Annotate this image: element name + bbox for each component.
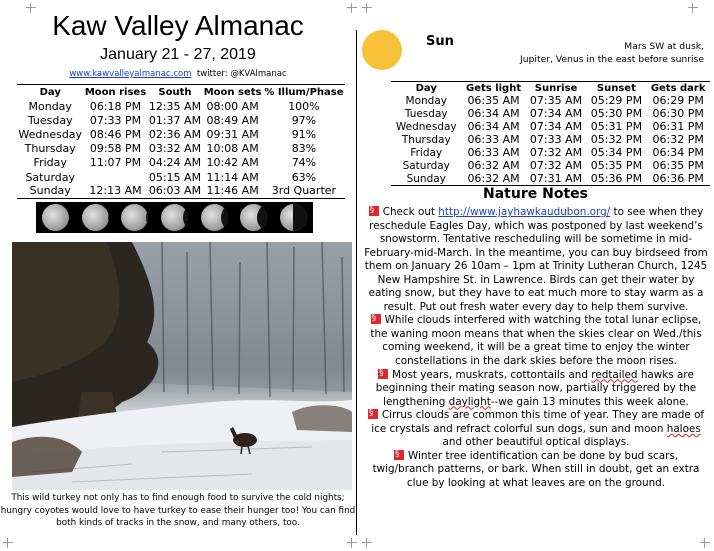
time-cell: 06:33 AM bbox=[467, 146, 520, 159]
day-cell: Tuesday bbox=[404, 107, 448, 120]
moon-phase-icon bbox=[280, 204, 307, 231]
note-item: §Winter tree identification can be done by bud scars, twig/branch patterns, or bark. When still in doubt, get an extra clue by looking at what leaves are on the ground. bbox=[362, 450, 710, 491]
table-row bbox=[391, 146, 710, 159]
moon-phase-strip bbox=[36, 202, 313, 233]
audubon-link[interactable]: http://www.jayhawkaudubon.org/ bbox=[438, 206, 611, 218]
table-row bbox=[391, 107, 710, 120]
column-header: Day bbox=[39, 87, 61, 98]
time-cell: 05:29 PM bbox=[590, 94, 643, 107]
table-row bbox=[391, 172, 710, 186]
time-cell: 04:24 AM bbox=[148, 156, 202, 170]
time-cell: 05:30 PM bbox=[590, 107, 643, 120]
moon-shadow bbox=[221, 204, 228, 231]
time-cell: 05:34 PM bbox=[590, 146, 643, 159]
sun-heading: Sun bbox=[426, 34, 454, 49]
bullet-icon bbox=[394, 450, 404, 460]
table-row bbox=[391, 120, 710, 133]
moon-shadow bbox=[108, 204, 109, 231]
time-cell: 06:34 PM bbox=[652, 146, 704, 159]
photo-caption: This wild turkey not only has to find enough food to survive the cold nights; hungry coyotes would love to have turkey to ease their hunger too! You can find both kinds of tracks in the snow, and many others, too. bbox=[0, 493, 356, 529]
time-cell: 07:32 AM bbox=[529, 159, 583, 172]
time-cell: 01:37 AM bbox=[148, 113, 202, 127]
day-cell: Thursday bbox=[401, 133, 451, 146]
note-item: §Check out http://www.jayhawkaudubon.org/ to see when they reschedule Eagles Day, which was postponed by last weekend’s snowstorm. Tentative rescheduling will be sometime in mid-February-mid-March. In the meantime, you can buy birdseed from them on January 26 10am – 1pm at Trinity Lutheran Church, 1245 New Hampshire St. in Lawrence. Birds can get their water by eating snow, but they have to eat much more to stay warm as a result. Put out fresh water every day to help them survive. bbox=[362, 206, 710, 314]
moon-phase-icon bbox=[121, 204, 148, 231]
time-cell: 05:32 PM bbox=[590, 133, 643, 146]
moon-phase-icon bbox=[240, 204, 267, 231]
time-cell: 83% bbox=[291, 142, 317, 156]
moon-shadow bbox=[293, 204, 307, 231]
time-cell: 07:34 AM bbox=[529, 120, 583, 133]
day-cell: Tuesday bbox=[27, 113, 73, 127]
crop-mark bbox=[362, 538, 372, 548]
moon-phase-icon bbox=[42, 204, 69, 231]
note-item: §While clouds interfered with watching the total lunar eclipse, the waning moon means that when the skies clear on Wed./this coming weekend, it will be a great time to enjoy the winter constellations in the dark skies before the moon rises. bbox=[362, 314, 710, 368]
column-divider bbox=[356, 30, 357, 535]
planets-line: Jupiter, Venus in the east before sunrise bbox=[520, 54, 704, 65]
time-cell: 05:35 PM bbox=[590, 159, 643, 172]
time-cell: 10:08 AM bbox=[206, 142, 259, 156]
time-cell: 08:00 AM bbox=[206, 99, 259, 113]
day-cell: Wednesday bbox=[18, 127, 83, 141]
moon-phase-icon bbox=[161, 204, 188, 231]
moon-table bbox=[17, 84, 345, 199]
time-cell: 06:34 AM bbox=[467, 107, 520, 120]
moon-shadow bbox=[183, 204, 188, 231]
snowy-forest-scene bbox=[12, 242, 352, 490]
column-header: Day bbox=[415, 83, 437, 94]
nature-notes-title: Nature Notes bbox=[483, 186, 588, 202]
crop-mark bbox=[3, 538, 13, 548]
time-cell: 74% bbox=[291, 156, 317, 170]
table-row bbox=[391, 159, 710, 172]
moon-table-header bbox=[17, 85, 345, 100]
time-cell: 10:42 AM bbox=[206, 156, 259, 170]
time-cell: 12:13 AM bbox=[89, 184, 142, 198]
time-cell: 97% bbox=[291, 113, 317, 127]
bullet-icon bbox=[369, 206, 379, 216]
time-cell: 12:35 AM bbox=[148, 99, 202, 113]
bullet-icon bbox=[378, 369, 388, 379]
time-cell: 07:33 AM bbox=[529, 133, 583, 146]
column-header: Moon rises bbox=[84, 87, 147, 98]
time-cell: 63% bbox=[291, 170, 317, 184]
table-row bbox=[17, 99, 345, 113]
time-cell: 11:07 PM bbox=[89, 156, 142, 170]
time-cell: 07:32 AM bbox=[529, 146, 583, 159]
time-cell: 08:49 AM bbox=[206, 113, 259, 127]
nature-notes bbox=[362, 206, 710, 490]
time-cell: 06:31 PM bbox=[652, 120, 704, 133]
time-cell: 11:46 AM bbox=[206, 184, 259, 198]
note-item: §Most years, muskrats, cottontails and redtailed hawks are beginning their mating season now, partially triggered by the lengthening daylight--we gain 13 minutes this week alone. bbox=[362, 369, 710, 410]
column-header: Gets light bbox=[465, 83, 522, 94]
note-item: §Cirrus clouds are common this time of year. They are made of ice crystals and refract colorful sun dogs, sun and moon haloes and other beautiful optical displays. bbox=[362, 409, 710, 450]
time-cell: 09:31 AM bbox=[206, 127, 259, 141]
crop-mark bbox=[347, 538, 357, 548]
time-cell: 08:46 PM bbox=[89, 127, 142, 141]
sun-table bbox=[391, 81, 710, 186]
planets-line: Mars SW at dusk, bbox=[624, 41, 704, 52]
day-cell: Monday bbox=[28, 99, 72, 113]
table-row bbox=[17, 127, 345, 141]
moon-shadow bbox=[257, 204, 267, 231]
column-header: % Illum/Phase bbox=[264, 87, 344, 98]
day-cell: Saturday bbox=[25, 170, 76, 184]
column-header: Sunset bbox=[596, 83, 636, 94]
moon-shadow bbox=[146, 204, 148, 231]
table-row bbox=[17, 170, 345, 184]
planet-visibility bbox=[430, 40, 704, 66]
time-cell: 06:32 AM bbox=[467, 159, 520, 172]
moon-phase-icon bbox=[201, 204, 228, 231]
time-cell: 06:30 PM bbox=[652, 107, 704, 120]
time-cell: 05:15 AM bbox=[148, 170, 202, 184]
time-cell: 06:03 AM bbox=[148, 184, 202, 198]
moon-phase-icon bbox=[82, 204, 109, 231]
date-range: January 21 - 27, 2019 bbox=[100, 46, 256, 63]
day-cell: Friday bbox=[33, 156, 67, 170]
table-row bbox=[391, 133, 710, 146]
time-cell: 06:34 AM bbox=[467, 120, 520, 133]
time-cell: 09:58 PM bbox=[89, 142, 142, 156]
time-cell: 06:29 PM bbox=[652, 94, 704, 107]
table-row bbox=[17, 113, 345, 127]
sun-table-header bbox=[391, 82, 710, 95]
crop-mark bbox=[362, 3, 372, 13]
header-links bbox=[0, 69, 356, 79]
day-cell: Wednesday bbox=[395, 120, 457, 133]
time-cell bbox=[83, 170, 147, 184]
table-row bbox=[391, 94, 710, 107]
time-cell: 07:31 AM bbox=[529, 172, 583, 185]
time-cell: 06:32 AM bbox=[467, 172, 520, 185]
time-cell: 06:32 PM bbox=[652, 133, 704, 146]
day-cell: Saturday bbox=[402, 159, 450, 172]
time-cell: 07:33 PM bbox=[89, 113, 142, 127]
column-header: Moon sets bbox=[203, 87, 262, 98]
time-cell: 100% bbox=[288, 99, 320, 113]
time-cell: 07:34 AM bbox=[529, 107, 583, 120]
time-cell: 3rd Quarter bbox=[271, 184, 337, 198]
time-cell: 06:36 PM bbox=[652, 172, 704, 185]
time-cell: 06:35 AM bbox=[467, 94, 520, 107]
day-cell: Thursday bbox=[24, 142, 76, 156]
time-cell: 06:18 PM bbox=[89, 99, 142, 113]
time-cell: 06:33 AM bbox=[467, 133, 520, 146]
twitter-handle: twitter: @KVAlmanac bbox=[196, 69, 287, 79]
crop-mark bbox=[700, 538, 710, 548]
time-cell: 11:14 AM bbox=[206, 170, 259, 184]
day-cell: Sunday bbox=[29, 184, 71, 198]
table-row bbox=[17, 184, 345, 198]
day-cell: Monday bbox=[405, 94, 447, 107]
table-row bbox=[17, 142, 345, 156]
table-row bbox=[17, 156, 345, 170]
time-cell: 05:31 PM bbox=[590, 120, 643, 133]
column-header: South bbox=[158, 87, 192, 98]
turkey-photo bbox=[12, 242, 352, 490]
day-cell: Friday bbox=[410, 146, 443, 159]
time-cell: 07:35 AM bbox=[529, 94, 583, 107]
bullet-icon bbox=[371, 314, 381, 324]
time-cell: 03:32 AM bbox=[148, 142, 202, 156]
column-header: Sunrise bbox=[534, 83, 578, 94]
time-cell: 02:36 AM bbox=[148, 127, 202, 141]
time-cell: 06:35 PM bbox=[652, 159, 704, 172]
website-link[interactable]: www.kawvalleyalmanac.com bbox=[69, 69, 192, 79]
page-title: Kaw Valley Almanac bbox=[52, 10, 304, 41]
sun-icon bbox=[362, 30, 402, 70]
time-cell: 05:36 PM bbox=[590, 172, 643, 185]
crop-mark bbox=[688, 3, 698, 13]
day-cell: Sunday bbox=[406, 172, 446, 185]
bullet-icon bbox=[368, 409, 378, 419]
time-cell: 91% bbox=[291, 127, 317, 141]
column-header: Gets dark bbox=[650, 83, 706, 94]
